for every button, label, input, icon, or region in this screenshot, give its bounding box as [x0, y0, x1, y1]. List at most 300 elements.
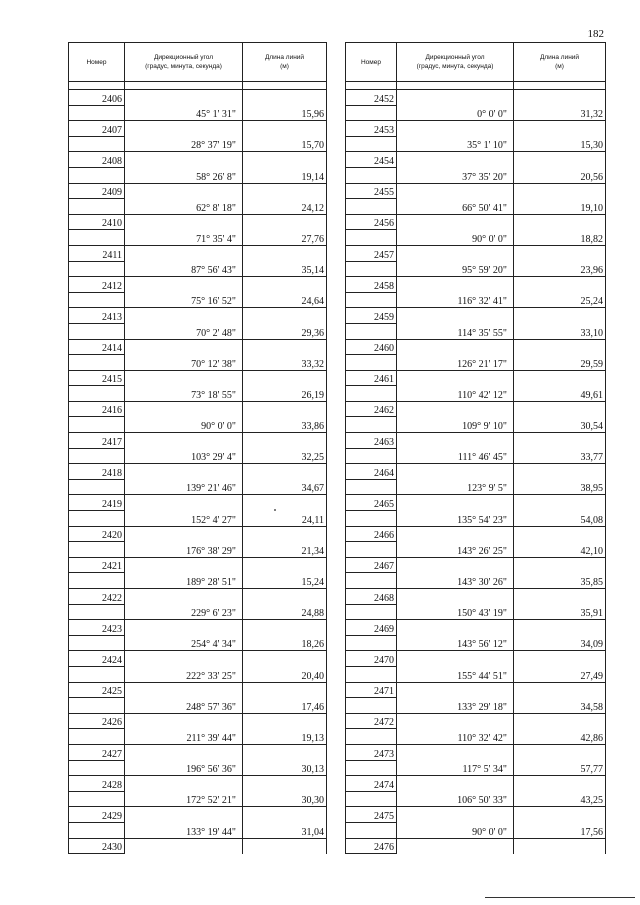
- segment-row: [346, 822, 606, 838]
- number-blank: [346, 635, 397, 651]
- segment-row: [346, 698, 606, 714]
- length-blank: [243, 589, 327, 605]
- angle-blank: [125, 651, 243, 667]
- number-blank: [69, 635, 125, 651]
- segment-row: [69, 822, 327, 838]
- angle-blank: [397, 776, 514, 792]
- segment-row: [69, 511, 327, 527]
- point-number: 2418: [69, 464, 125, 480]
- angle-blank: [397, 90, 514, 106]
- line-length: 33,10: [514, 323, 606, 339]
- direction-angle: 150° 43' 19": [397, 604, 514, 620]
- line-length: 15,96: [243, 105, 327, 121]
- length-blank: [514, 526, 606, 542]
- direction-angle: 133° 29' 18": [397, 698, 514, 714]
- length-blank: [243, 776, 327, 792]
- number-blank: [69, 167, 125, 183]
- angle-blank: [397, 589, 514, 605]
- segment-row: [346, 105, 606, 121]
- left-table-body: [69, 82, 327, 854]
- angle-blank: [125, 495, 243, 511]
- number-blank: [69, 479, 125, 495]
- scan-speck: [274, 509, 276, 511]
- point-number: 2464: [346, 464, 397, 480]
- angle-blank: [397, 245, 514, 261]
- length-blank: [243, 744, 327, 760]
- line-length: 18,82: [514, 230, 606, 246]
- number-blank: [69, 542, 125, 558]
- number-blank: [69, 448, 125, 464]
- number-blank: [346, 386, 397, 402]
- line-length: 20,40: [243, 666, 327, 682]
- length-blank: [243, 152, 327, 168]
- point-row: [346, 183, 606, 199]
- angle-blank: [397, 557, 514, 573]
- header-number: Номер: [69, 43, 125, 82]
- angle-blank: [125, 90, 243, 106]
- point-number: 2407: [69, 121, 125, 137]
- line-length: 35,85: [514, 573, 606, 589]
- segment-row: [346, 448, 606, 464]
- point-number: 2429: [69, 807, 125, 823]
- point-row: [346, 464, 606, 480]
- number-blank: [346, 292, 397, 308]
- number-blank: [346, 417, 397, 433]
- length-blank: [243, 339, 327, 355]
- point-row: [69, 277, 327, 293]
- segment-row: [69, 573, 327, 589]
- point-number: 2474: [346, 776, 397, 792]
- segment-row: [69, 448, 327, 464]
- point-row: [346, 339, 606, 355]
- point-row: [69, 121, 327, 137]
- point-row: [346, 651, 606, 667]
- point-row: [69, 370, 327, 386]
- point-number: 2470: [346, 651, 397, 667]
- number-blank: [346, 230, 397, 246]
- length-blank: [243, 713, 327, 729]
- line-length: 20,56: [514, 167, 606, 183]
- point-row: [346, 776, 606, 792]
- length-blank: [243, 651, 327, 667]
- segment-row: [69, 698, 327, 714]
- angle-blank: [397, 183, 514, 199]
- segment-row: [69, 105, 327, 121]
- segment-row: [346, 729, 606, 745]
- angle-blank: [397, 526, 514, 542]
- angle-blank: [397, 651, 514, 667]
- angle-blank: [125, 744, 243, 760]
- point-number: 2406: [69, 90, 125, 106]
- point-row: [346, 214, 606, 230]
- direction-angle: 0° 0' 0": [397, 105, 514, 121]
- segment-row: [346, 479, 606, 495]
- point-row: [346, 277, 606, 293]
- segment-row: [346, 355, 606, 371]
- line-length: 27,76: [243, 230, 327, 246]
- point-number: 2472: [346, 713, 397, 729]
- header-angle: [125, 43, 243, 82]
- length-blank: [243, 557, 327, 573]
- length-blank: [514, 339, 606, 355]
- angle-blank: [125, 620, 243, 636]
- angle-blank: [125, 526, 243, 542]
- point-row: [69, 433, 327, 449]
- line-length: 54,08: [514, 511, 606, 527]
- number-blank: [69, 729, 125, 745]
- number-blank: [69, 355, 125, 371]
- length-blank: [514, 433, 606, 449]
- segment-row: [69, 604, 327, 620]
- point-row: [69, 308, 327, 324]
- length-blank: [243, 245, 327, 261]
- segment-row: [346, 604, 606, 620]
- number-blank: [346, 698, 397, 714]
- spacer-row: [346, 82, 606, 90]
- segment-row: [346, 323, 606, 339]
- angle-blank: [125, 214, 243, 230]
- direction-angle: 87° 56' 43": [125, 261, 243, 277]
- point-row: [346, 370, 606, 386]
- segment-row: [69, 292, 327, 308]
- point-number: 2424: [69, 651, 125, 667]
- angle-blank: [397, 370, 514, 386]
- line-length: 34,67: [243, 479, 327, 495]
- direction-angle: 196° 56' 36": [125, 760, 243, 776]
- direction-angle: 135° 54' 23": [397, 511, 514, 527]
- header-angle-units: (градус, минута, секунда): [145, 63, 222, 70]
- length-blank: [514, 308, 606, 324]
- header-angle-title: Дирекционный угол: [153, 54, 214, 61]
- point-number: 2456: [346, 214, 397, 230]
- length-blank: [514, 152, 606, 168]
- direction-angle: 110° 32' 42": [397, 729, 514, 745]
- direction-angle: 143° 56' 12": [397, 635, 514, 651]
- length-blank: [243, 682, 327, 698]
- direction-angle: 117° 5' 34": [397, 760, 514, 776]
- point-row: [346, 90, 606, 106]
- angle-blank: [397, 121, 514, 137]
- point-number: 2469: [346, 620, 397, 636]
- number-blank: [346, 822, 397, 838]
- point-number: 2413: [69, 308, 125, 324]
- number-blank: [69, 511, 125, 527]
- direction-angle: 90° 0' 0": [397, 230, 514, 246]
- point-row: [69, 557, 327, 573]
- line-length: 15,24: [243, 573, 327, 589]
- number-blank: [346, 791, 397, 807]
- right-coordinate-table: [345, 42, 606, 854]
- header-length-units: (м): [555, 63, 564, 70]
- point-row: [69, 620, 327, 636]
- point-row: [346, 682, 606, 698]
- number-blank: [69, 666, 125, 682]
- point-number: 2460: [346, 339, 397, 355]
- point-row: [69, 713, 327, 729]
- segment-row: [346, 791, 606, 807]
- point-number: 2466: [346, 526, 397, 542]
- length-blank: [514, 90, 606, 106]
- number-blank: [69, 791, 125, 807]
- spacer-row: [69, 82, 327, 90]
- angle-blank: [397, 838, 514, 854]
- number-blank: [69, 199, 125, 215]
- point-number: 2419: [69, 495, 125, 511]
- point-number: 2427: [69, 744, 125, 760]
- point-row: [69, 152, 327, 168]
- segment-row: [69, 542, 327, 558]
- segment-row: [69, 261, 327, 277]
- point-number: 2414: [69, 339, 125, 355]
- number-blank: [69, 386, 125, 402]
- segment-row: [69, 323, 327, 339]
- point-number: 2415: [69, 370, 125, 386]
- length-blank: [243, 464, 327, 480]
- angle-blank: [125, 682, 243, 698]
- point-number: 2421: [69, 557, 125, 573]
- length-blank: [514, 557, 606, 573]
- direction-angle: 90° 0' 0": [397, 822, 514, 838]
- line-length: 17,56: [514, 822, 606, 838]
- line-length: 21,34: [243, 542, 327, 558]
- number-blank: [346, 573, 397, 589]
- segment-row: [346, 230, 606, 246]
- point-row: [69, 464, 327, 480]
- length-blank: [514, 838, 606, 854]
- number-blank: [346, 105, 397, 121]
- point-row: [346, 526, 606, 542]
- number-blank: [346, 136, 397, 152]
- direction-angle: 126° 21' 17": [397, 355, 514, 371]
- direction-angle: 28° 37' 19": [125, 136, 243, 152]
- point-row: [69, 682, 327, 698]
- line-length: 31,04: [243, 822, 327, 838]
- point-row: [346, 838, 606, 854]
- number-blank: [69, 573, 125, 589]
- direction-angle: 45° 1' 31": [125, 105, 243, 121]
- length-blank: [514, 121, 606, 137]
- length-blank: [243, 308, 327, 324]
- point-number: 2454: [346, 152, 397, 168]
- direction-angle: 248° 57' 36": [125, 698, 243, 714]
- point-row: [69, 776, 327, 792]
- segment-row: [69, 729, 327, 745]
- length-blank: [243, 90, 327, 106]
- header-number: Номер: [346, 43, 397, 82]
- angle-blank: [397, 308, 514, 324]
- direction-angle: 58° 26' 8": [125, 167, 243, 183]
- line-length: 38,95: [514, 479, 606, 495]
- segment-row: [346, 261, 606, 277]
- point-row: [346, 433, 606, 449]
- number-blank: [346, 760, 397, 776]
- header-length: [243, 43, 327, 82]
- line-length: 34,58: [514, 698, 606, 714]
- angle-blank: [125, 121, 243, 137]
- line-length: 15,70: [243, 136, 327, 152]
- line-length: 35,91: [514, 604, 606, 620]
- point-number: 2457: [346, 245, 397, 261]
- direction-angle: 103° 29' 4": [125, 448, 243, 464]
- point-row: [346, 713, 606, 729]
- angle-blank: [125, 183, 243, 199]
- number-blank: [69, 105, 125, 121]
- length-blank: [243, 433, 327, 449]
- number-blank: [69, 604, 125, 620]
- direction-angle: 111° 46' 45": [397, 448, 514, 464]
- length-blank: [243, 277, 327, 293]
- number-blank: [69, 261, 125, 277]
- direction-angle: 229° 6' 23": [125, 604, 243, 620]
- angle-blank: [397, 433, 514, 449]
- header-length-title: Длина линий: [539, 54, 580, 61]
- length-blank: [243, 495, 327, 511]
- line-length: 24,88: [243, 604, 327, 620]
- line-length: 35,14: [243, 261, 327, 277]
- number-blank: [69, 822, 125, 838]
- direction-angle: 139° 21' 46": [125, 479, 243, 495]
- direction-angle: 37° 35' 20": [397, 167, 514, 183]
- line-length: 19,10: [514, 199, 606, 215]
- angle-blank: [397, 214, 514, 230]
- header-length: [514, 43, 606, 82]
- direction-angle: 73° 18' 55": [125, 386, 243, 402]
- line-length: 25,24: [514, 292, 606, 308]
- segment-row: [69, 791, 327, 807]
- segment-row: [69, 417, 327, 433]
- point-row: [346, 589, 606, 605]
- length-blank: [243, 620, 327, 636]
- point-row: [346, 308, 606, 324]
- length-blank: [514, 277, 606, 293]
- length-blank: [514, 495, 606, 511]
- point-row: [69, 401, 327, 417]
- segment-row: [346, 542, 606, 558]
- length-blank: [514, 651, 606, 667]
- page-number: 182: [587, 28, 604, 40]
- direction-angle: 189° 28' 51": [125, 573, 243, 589]
- length-blank: [243, 121, 327, 137]
- line-length: 34,09: [514, 635, 606, 651]
- direction-angle: 71° 35' 4": [125, 230, 243, 246]
- point-number: 2411: [69, 245, 125, 261]
- point-number: 2410: [69, 214, 125, 230]
- angle-blank: [125, 370, 243, 386]
- direction-angle: 143° 26' 25": [397, 542, 514, 558]
- point-row: [346, 807, 606, 823]
- header-length-units: (м): [280, 63, 289, 70]
- point-row: [69, 744, 327, 760]
- length-blank: [514, 401, 606, 417]
- angle-blank: [397, 682, 514, 698]
- point-row: [69, 807, 327, 823]
- line-length: 18,26: [243, 635, 327, 651]
- segment-row: [69, 760, 327, 776]
- point-row: [69, 339, 327, 355]
- point-number: 2455: [346, 183, 397, 199]
- line-length: 27,49: [514, 666, 606, 682]
- length-blank: [514, 776, 606, 792]
- length-blank: [514, 245, 606, 261]
- direction-angle: 66° 50' 41": [397, 199, 514, 215]
- point-number: 2430: [69, 838, 125, 854]
- segment-row: [69, 199, 327, 215]
- point-number: 2423: [69, 620, 125, 636]
- line-length: 42,86: [514, 729, 606, 745]
- segment-row: [346, 760, 606, 776]
- number-blank: [69, 230, 125, 246]
- point-row: [69, 838, 327, 854]
- point-row: [346, 245, 606, 261]
- segment-row: [346, 417, 606, 433]
- point-number: 2409: [69, 183, 125, 199]
- length-blank: [243, 526, 327, 542]
- line-length: 17,46: [243, 698, 327, 714]
- number-blank: [346, 199, 397, 215]
- footer-rule: [485, 897, 635, 898]
- point-row: [69, 651, 327, 667]
- point-row: [69, 526, 327, 542]
- length-blank: [243, 401, 327, 417]
- left-coordinate-table: [68, 42, 327, 854]
- angle-blank: [397, 277, 514, 293]
- number-blank: [69, 760, 125, 776]
- direction-angle: 176° 38' 29": [125, 542, 243, 558]
- segment-row: [69, 167, 327, 183]
- line-length: 19,13: [243, 729, 327, 745]
- direction-angle: 172° 52' 21": [125, 791, 243, 807]
- segment-row: [346, 167, 606, 183]
- number-blank: [346, 323, 397, 339]
- direction-angle: 106° 50' 33": [397, 791, 514, 807]
- direction-angle: 114° 35' 55": [397, 323, 514, 339]
- number-blank: [346, 542, 397, 558]
- line-length: 32,25: [243, 448, 327, 464]
- number-blank: [346, 729, 397, 745]
- length-blank: [243, 838, 327, 854]
- point-row: [69, 90, 327, 106]
- point-number: 2467: [346, 557, 397, 573]
- point-row: [69, 589, 327, 605]
- point-number: 2465: [346, 495, 397, 511]
- angle-blank: [125, 152, 243, 168]
- line-length: 29,36: [243, 323, 327, 339]
- length-blank: [243, 183, 327, 199]
- point-row: [346, 152, 606, 168]
- header-angle: [397, 43, 514, 82]
- line-length: 49,61: [514, 386, 606, 402]
- direction-angle: 211° 39' 44": [125, 729, 243, 745]
- header-angle-title: Дирекционный угол: [425, 54, 485, 61]
- line-length: 23,96: [514, 261, 606, 277]
- number-blank: [69, 417, 125, 433]
- line-length: 24,12: [243, 199, 327, 215]
- point-number: 2420: [69, 526, 125, 542]
- length-blank: [514, 214, 606, 230]
- angle-blank: [125, 277, 243, 293]
- line-length: 33,86: [243, 417, 327, 433]
- line-length: 30,30: [243, 791, 327, 807]
- point-number: 2471: [346, 682, 397, 698]
- line-length: 15,30: [514, 136, 606, 152]
- line-length: 19,14: [243, 167, 327, 183]
- number-blank: [69, 323, 125, 339]
- angle-blank: [125, 589, 243, 605]
- line-length: 30,54: [514, 417, 606, 433]
- angle-blank: [125, 838, 243, 854]
- direction-angle: 116° 32' 41": [397, 292, 514, 308]
- segment-row: [69, 355, 327, 371]
